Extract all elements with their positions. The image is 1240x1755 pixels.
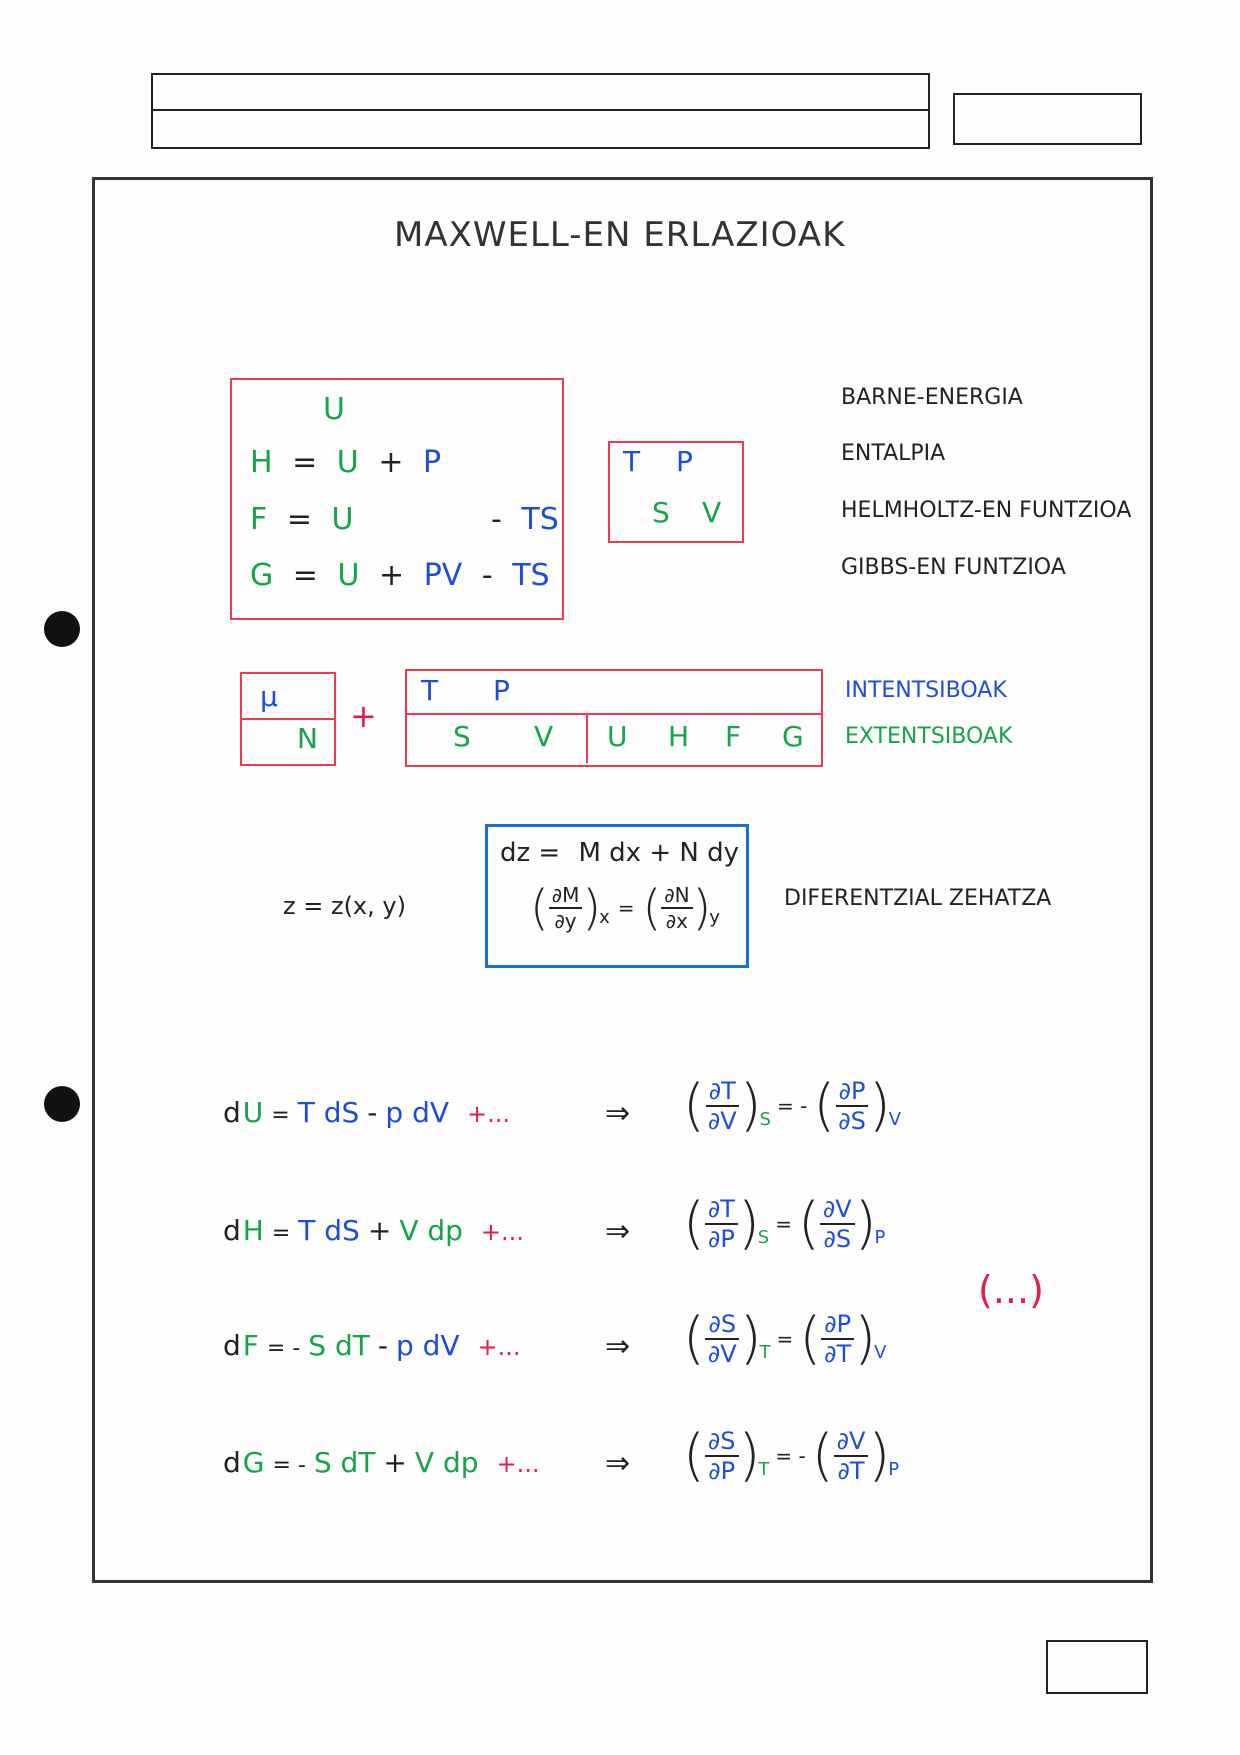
differential-d: d (223, 1329, 241, 1362)
paren-right: ) (738, 1423, 761, 1488)
implies-arrow: ⇒ (605, 1329, 631, 1364)
paren-left: ( (813, 1073, 836, 1138)
fraction-right: $\frac{\partial P}{\partial S}$ (835, 1079, 869, 1133)
equals-sign: = (292, 445, 318, 480)
subscript: S (759, 1109, 771, 1130)
paren-right: ) (854, 1306, 877, 1371)
symbol-ts: TS (521, 502, 559, 537)
paren-right: ) (692, 880, 712, 936)
implies-arrow: ⇒ (605, 1096, 631, 1131)
operator: + (383, 1446, 407, 1479)
intensive-t: T (421, 674, 439, 707)
potential-symbol: F (242, 1329, 259, 1362)
relation-sign: = - (776, 1094, 808, 1118)
extensive-f: F (725, 720, 742, 753)
header-field-divider (151, 109, 930, 111)
equals-sign: = - (272, 1453, 306, 1478)
potential-symbol: U (242, 1096, 264, 1129)
symbol-h: H (250, 445, 273, 480)
fraction-left: $\frac{\partial T}{\partial P}$ (705, 1197, 738, 1251)
equals-sign: = (271, 1221, 291, 1246)
symbol-g: G (250, 558, 274, 593)
row-gibbs (250, 558, 550, 593)
paren-left: ( (798, 1191, 820, 1256)
cross-derivative (530, 880, 720, 936)
fraction-dn-dx: $\frac{\partial N}{\partial x}$ (661, 885, 692, 931)
more-terms: +... (480, 1218, 524, 1246)
equals-sign: = (617, 896, 635, 920)
fraction-left: $\frac{\partial T}{\partial V}$ (705, 1079, 740, 1133)
symbol-p: P (423, 445, 442, 480)
fraction-right: $\frac{\partial V}{\partial S}$ (820, 1197, 855, 1251)
paren-right: ) (582, 880, 602, 936)
symbol-n: N (297, 722, 318, 755)
subscript: S (757, 1227, 770, 1248)
function-z: z = z(x, y) (283, 892, 406, 920)
paren-right: ) (739, 1073, 762, 1138)
paren-left: ( (683, 1191, 705, 1256)
operator: + (367, 1214, 392, 1247)
differential-d: d (223, 1096, 241, 1129)
equals-sign: = (292, 558, 318, 593)
extensive-s: S (453, 720, 471, 753)
minus-sign: - (481, 558, 493, 593)
fraction-dm-dy: $\frac{\partial M}{\partial y}$ (549, 885, 583, 931)
more-terms: +... (496, 1450, 540, 1478)
first-term: S dT (308, 1329, 370, 1362)
more-terms: +... (467, 1100, 510, 1128)
mu-n-divider (240, 718, 334, 720)
potential-symbol: G (242, 1446, 265, 1479)
paren-right: ) (868, 1423, 891, 1488)
first-term: T dS (298, 1214, 360, 1247)
extensive-h: H (668, 720, 690, 753)
label-exact-differential: DIFERENTZIAL ZEHATZA (784, 886, 1052, 911)
paren-left: ( (799, 1306, 822, 1371)
label-helmholtz: HELMHOLTZ-EN FUNTZIOA (841, 498, 1132, 523)
implies-arrow: ⇒ (605, 1214, 631, 1249)
extensive-g: G (782, 720, 804, 753)
plus-red: + (350, 697, 377, 735)
label-barne-energia: BARNE-ENERGIA (841, 385, 1023, 410)
tpsv-s: S (652, 496, 670, 529)
first-term: T dS (297, 1096, 360, 1129)
implies-arrow: ⇒ (605, 1446, 631, 1481)
relation-row (223, 1191, 923, 1276)
row-enthalpy (250, 445, 441, 480)
symbol-ts: TS (512, 558, 550, 593)
relation-sign: = - (775, 1444, 806, 1468)
dz-equation (500, 838, 739, 868)
tpsv-t: T (623, 445, 641, 478)
paren-left: ( (530, 880, 549, 936)
subscript: T (759, 1342, 771, 1363)
plus-sign: + (378, 445, 404, 480)
label-extensive: EXTENTSIBOAK (845, 724, 1013, 749)
tpsv-v: V (702, 496, 722, 529)
equals-sign: = (286, 502, 312, 537)
symbol-f: F (250, 502, 268, 537)
paren-right: ) (854, 1191, 877, 1256)
minus-sign: - (491, 502, 502, 537)
symbol-mu: μ (260, 680, 278, 713)
paren-right: ) (737, 1191, 760, 1256)
fraction-right: $\frac{\partial V}{\partial T}$ (834, 1429, 869, 1483)
paren-right: ) (868, 1073, 891, 1138)
relation-row (223, 1073, 923, 1158)
extensive-v: V (534, 720, 554, 753)
paren-left: ( (683, 1423, 705, 1488)
fraction-right: $\frac{\partial P}{\partial T}$ (821, 1312, 854, 1366)
subscript: P (874, 1227, 886, 1248)
subscript: T (758, 1459, 770, 1480)
potential-symbol: H (242, 1214, 264, 1247)
subscript-x: x (599, 907, 610, 928)
second-term: p dV (395, 1329, 460, 1362)
fraction-left: $\frac{\partial S}{\partial V}$ (705, 1312, 740, 1366)
label-gibbs: GIBBS-EN FUNTZIOA (841, 555, 1066, 580)
relation-sign: = (775, 1212, 792, 1236)
paren-right: ) (739, 1306, 762, 1371)
symbol-u: U (331, 502, 354, 537)
fraction-left: $\frac{\partial S}{\partial P}$ (705, 1429, 739, 1483)
dz-rhs: M dx + N dy (578, 838, 739, 868)
paren-left: ( (683, 1073, 705, 1138)
page-title: MAXWELL-EN ERLAZIOAK (394, 215, 846, 255)
first-term: S dT (313, 1446, 376, 1479)
intensive-p: P (493, 674, 510, 707)
relation-row (223, 1423, 923, 1508)
paren-left: ( (811, 1423, 834, 1488)
variables-divider-v (586, 713, 588, 763)
dz-lhs: dz = (500, 838, 561, 868)
second-term: V dp (399, 1214, 463, 1247)
header-name-field[interactable] (151, 73, 930, 149)
equals-sign: = - (266, 1336, 301, 1361)
binder-hole-bottom (44, 1086, 80, 1122)
equals-sign: = (271, 1103, 290, 1128)
plus-sign: + (379, 558, 405, 593)
subscript: V (874, 1342, 887, 1363)
subscript: V (888, 1109, 902, 1130)
subscript-y: y (709, 907, 720, 928)
subscript: P (888, 1459, 900, 1480)
potential-u: U (323, 392, 345, 427)
tpsv-p: P (676, 445, 693, 478)
paren-left: ( (683, 1306, 705, 1371)
paren-left: ( (642, 880, 662, 936)
symbol-u: U (336, 445, 359, 480)
label-intensive: INTENTSIBOAK (845, 678, 1007, 703)
operator: - (367, 1096, 378, 1129)
relation-row (223, 1306, 923, 1391)
differential-d: d (223, 1446, 241, 1479)
relations-list (223, 1073, 923, 1508)
header-code-field[interactable] (953, 93, 1142, 145)
label-entalpia: ENTALPIA (841, 441, 946, 466)
more-terms: +... (477, 1333, 521, 1361)
symbol-pv: PV (423, 558, 463, 593)
binder-hole-top (44, 611, 80, 647)
second-term: V dp (414, 1446, 479, 1479)
ellipsis-note: (...) (978, 1268, 1044, 1312)
row-helmholtz (250, 502, 559, 537)
second-term: p dV (385, 1096, 449, 1129)
differential-d: d (223, 1214, 241, 1247)
page-number-box[interactable] (1046, 1640, 1148, 1694)
extensive-u: U (607, 720, 628, 753)
variables-divider-h (405, 713, 823, 715)
relation-sign: = (776, 1327, 794, 1351)
operator: - (377, 1329, 388, 1362)
symbol-u: U (337, 558, 360, 593)
